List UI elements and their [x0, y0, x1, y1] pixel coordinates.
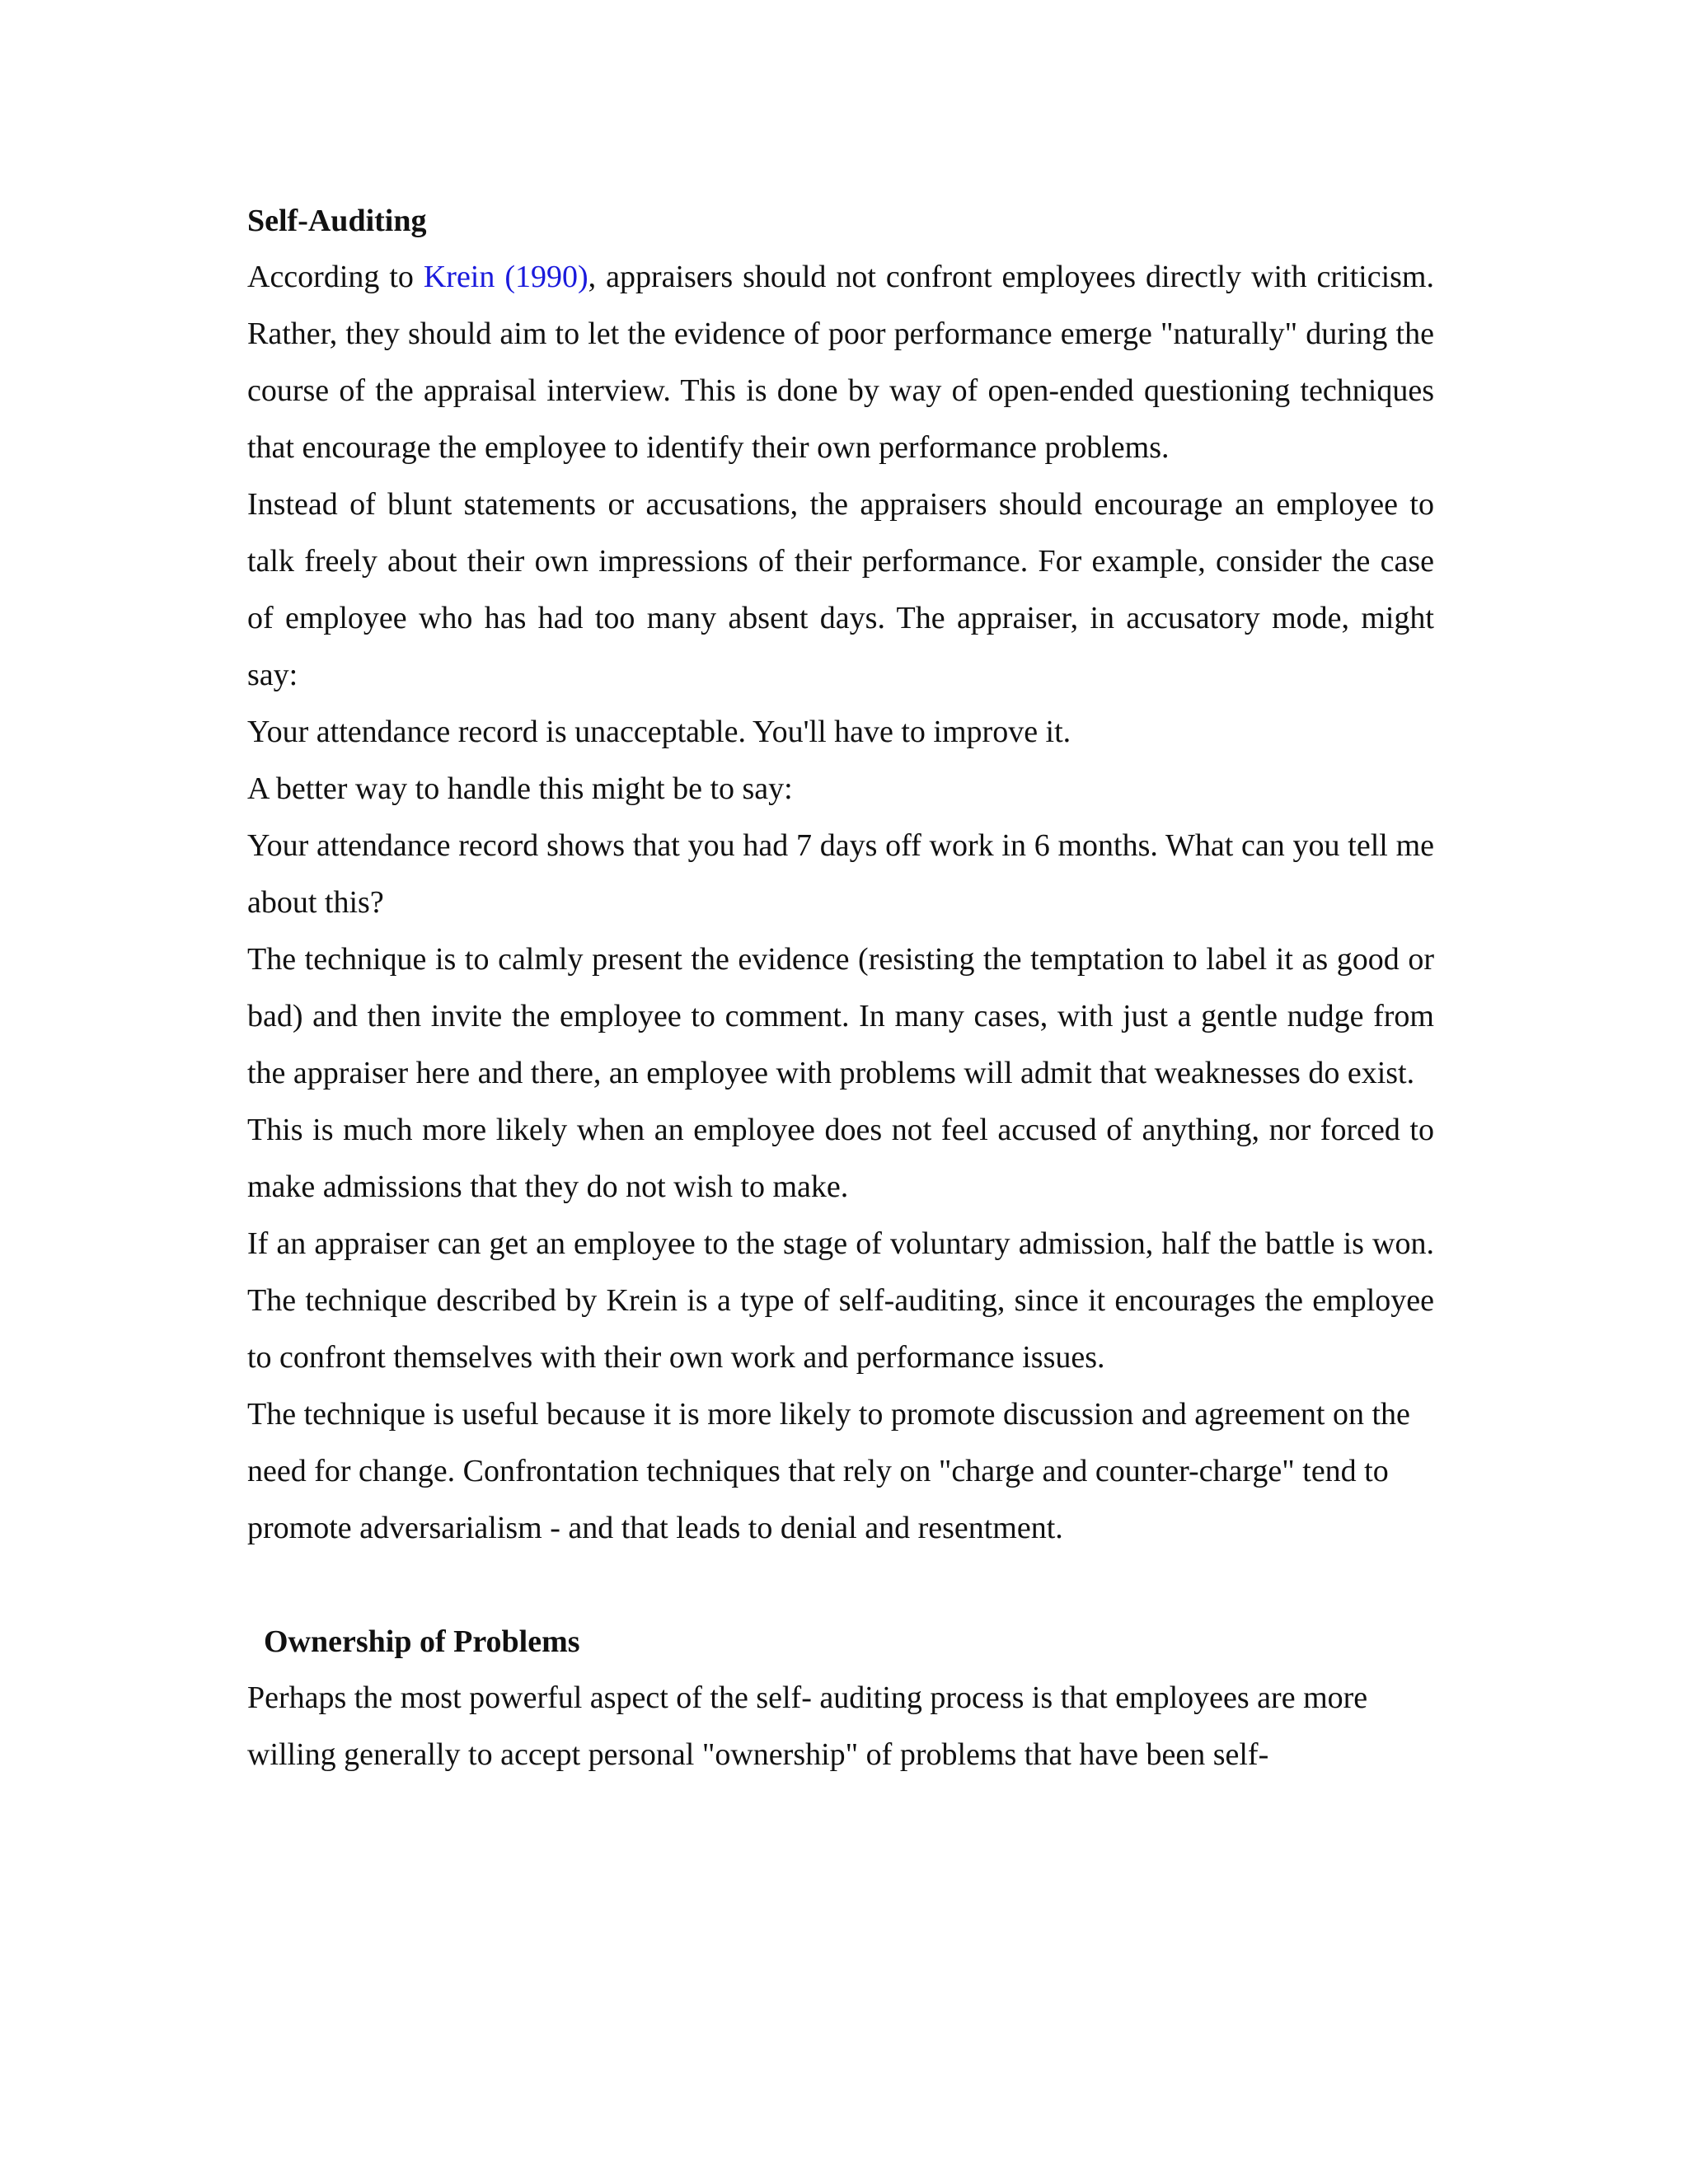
section-spacer: [247, 1557, 1434, 1614]
paragraph-text: According to: [247, 260, 424, 294]
section-heading-self-auditing: Self-Auditing: [247, 204, 427, 238]
example-accusatory-statement: Your attendance record is unacceptable. You'll have to improve it.: [247, 715, 1071, 749]
paragraph-technique-useful: The technique is useful because it is more likely to promote discussion and agreement on the need for change. Confrontation techniques that rely on "charge and counter-charge" tend to promote adversarialism - and that leads to denial and resentment.: [247, 1397, 1410, 1545]
paragraph-krein-intro: [247, 249, 1434, 476]
document-body: [247, 193, 1434, 1783]
paragraph-better-way: A better way to handle this might be to say:: [247, 771, 793, 806]
section-heading-ownership: Ownership of Problems: [264, 1624, 580, 1659]
paragraph-not-accused: This is much more likely when an employee does not feel accused of anything, nor forced to make admissions that they do not wish to make.: [247, 1113, 1434, 1204]
paragraph-technique-description: The technique is to calmly present the evidence (resisting the temptation to label it as good or bad) and then invite the employee to comment. In many cases, with just a gentle nudge from the appraiser here and there, an employee with problems will admit that weaknesses do exist.: [247, 942, 1434, 1090]
paragraph-text: , appraisers should not confront employees directly with criticism. Rather, they should aim to let the evidence of poor performance emerge "naturally" during the course of the appraisal interview. This is done by way of open-ended questioning techniques that encourage the employee to identify their own performance problems.: [247, 260, 1434, 465]
paragraph-blunt-statements: Instead of blunt statements or accusations, the appraisers should encourage an employee to talk freely about their own impressions of their performance. For example, consider the case of employee who has had too many absent days. The appraiser, in accusatory mode, might say:: [247, 487, 1434, 692]
example-better-statement: Your attendance record shows that you had 7 days off work in 6 months. What can you tell me about this?: [247, 828, 1434, 920]
paragraph-voluntary-admission: If an appraiser can get an employee to the stage of voluntary admission, half the battle is won. The technique described by Krein is a type of self-auditing, since it encourages the employee to confront themselves with their own work and performance issues.: [247, 1226, 1434, 1375]
paragraph-ownership: Perhaps the most powerful aspect of the self- auditing process is that employees are more willing generally to accept personal "ownership" of problems that have been self-: [247, 1680, 1368, 1772]
citation-link-krein[interactable]: Krein (1990): [423, 260, 588, 294]
